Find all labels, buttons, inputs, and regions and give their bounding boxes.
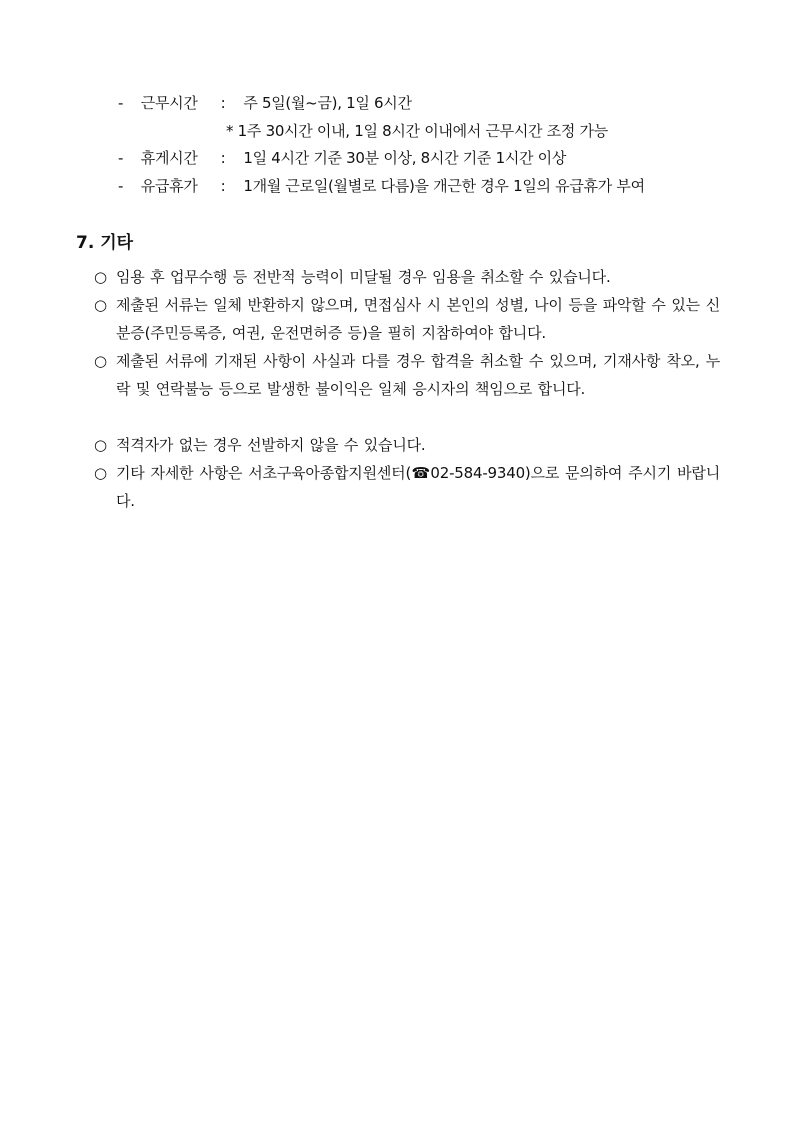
work-hours-row [118,90,718,116]
work-hours-label: 근무시간 [140,94,198,112]
list-item [94,431,720,459]
list-item-text: 제출된 서류에 기재된 사항이 사실과 다를 경우 합격을 취소할 수 있으며, 기재사항 착오, 누락 및 연락불능 등으로 발생한 불이익은 일체 응시자의 책임으로 합니다. [116,352,720,398]
break-time-label: 휴게시간 [140,149,198,167]
list-item-text: 적격자가 없는 경우 선발하지 않을 수 있습니다. [116,436,426,454]
break-time-value: 1일 4시간 기준 30분 이상, 8시간 기준 1시간 이상 [243,149,567,167]
list-item [94,263,720,291]
dash-marker: - [118,177,124,195]
bullet-circle-icon: ○ [94,296,108,314]
list-item-text: 제출된 서류는 일체 반환하지 않으며, 면접심사 시 본인의 성별, 나이 등을 파악할 수 있는 신분증(주민등록증, 여권, 운전면허증 등)을 필히 지참하여야 합니다. [116,296,720,342]
work-hours-note: * 1주 30시간 이내, 1일 8시간 이내에서 근무시간 조정 가능 [226,122,608,140]
bullet-circle-icon: ○ [94,268,108,286]
paid-leave-row [118,173,718,199]
break-time-row [118,145,718,171]
colon: : [220,94,226,112]
colon: : [220,177,226,195]
colon: : [220,149,226,167]
list-item [94,347,720,403]
list-item [94,291,720,347]
list-item-text: 임용 후 업무수행 등 전반적 능력이 미달될 경우 임용을 취소할 수 있습니다. [116,268,611,286]
paid-leave-value: 1개월 근로일(월별로 다름)을 개근한 경우 1일의 유급휴가 부여 [243,177,645,195]
bullet-circle-icon: ○ [94,464,108,482]
list-item-text: 기타 자세한 사항은 서초구육아종합지원센터(☎02-584-9340)으로 문의하여 주시기 바랍니다. [116,464,720,510]
section-heading: 7. 기타 [76,233,134,253]
dash-marker: - [118,94,124,112]
bullet-circle-icon: ○ [94,436,108,454]
bullet-circle-icon: ○ [94,352,108,370]
work-hours-value: 주 5일(월~금), 1일 6시간 [243,94,412,112]
dash-marker: - [118,149,124,167]
list-item [94,459,720,515]
paid-leave-label: 유급휴가 [140,177,198,195]
